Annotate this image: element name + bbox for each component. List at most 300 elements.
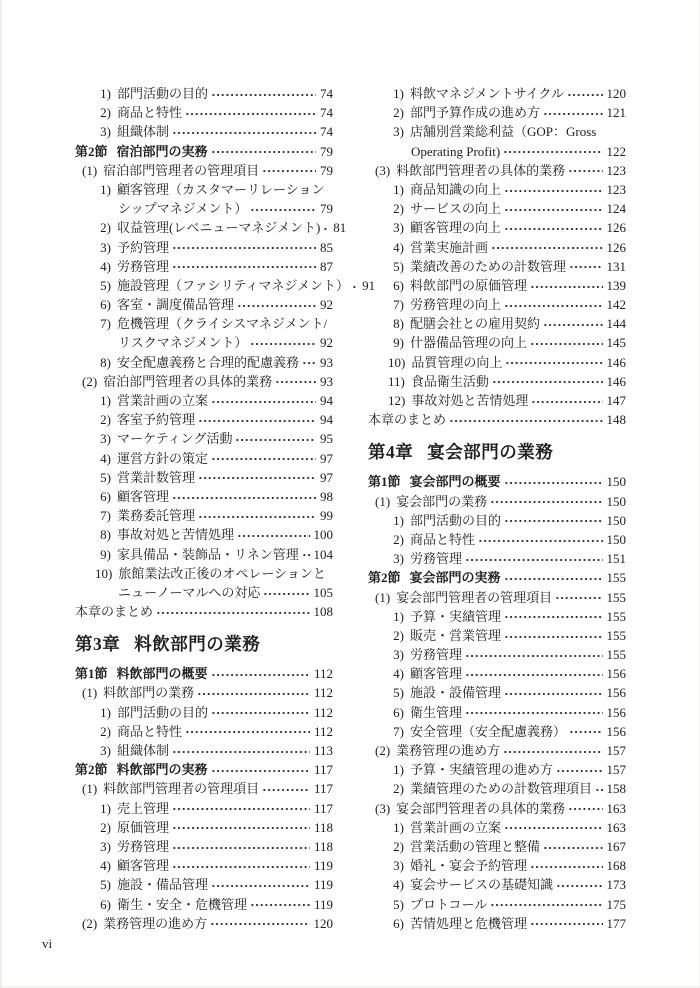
entry-label: 食品衛生活動 [410,373,489,389]
section-entry [368,568,626,587]
entry-number: 3) [100,124,111,140]
entry-page-number: 113 [313,743,333,758]
entry-number: 4) [100,858,111,874]
dot-leader [172,818,310,837]
dot-leader [491,238,602,257]
dot-leader [172,799,310,818]
toc-entry [75,837,333,856]
entry-label: 婚礼・宴会予約管理 [410,858,528,874]
entry-number: 4) [393,877,404,893]
toc-entry [368,799,626,818]
toc-entry [368,142,626,161]
entry-label: Operating Profit) [411,143,501,159]
entry-number: 1) [393,762,404,778]
entry-label: 労務管理の向上 [410,297,502,313]
entry-number: 2) [393,781,404,797]
toc-entry [368,837,626,856]
dot-leader [211,391,316,410]
toc-entry [368,84,626,103]
entry-number: 第4章 [368,442,414,463]
toc-entry [368,511,626,530]
dot-leader [504,607,602,626]
entry-label: 料飲部門の業務 [103,685,195,701]
toc-entry [368,391,626,410]
dot-leader [504,295,602,314]
entry-page-number: 157 [606,743,626,758]
entry-label: 顧客管理の向上 [410,220,502,236]
entry-page-number: 112 [313,704,333,720]
entry-number: 5) [100,469,111,485]
entry-label: 宴会部門管理者の管理項目 [396,589,553,605]
dot-leader [465,703,602,722]
toc-entry [368,722,626,741]
dot-leader [490,895,602,914]
toc-entry [368,664,626,683]
dot-leader [543,103,602,122]
toc-entry [75,799,333,818]
entry-page-number: 150 [606,531,626,547]
toc-entry [368,314,626,333]
entry-page-number: 74 [320,86,333,101]
entry-number: 2) [393,531,404,547]
entry-label: 営業計画の立案 [117,393,209,408]
entry-page-number: 105 [313,584,333,600]
toc-entry [75,602,333,621]
toc-entry [75,353,333,372]
entry-number: 10) [388,354,406,370]
dot-leader [235,429,316,448]
entry-number: 1) [393,608,404,624]
entry-number: 11) [388,373,405,389]
entry-number: 9) [393,335,404,351]
toc-entry [368,161,626,180]
dot-leader [530,856,602,875]
entry-page-number: 95 [320,431,333,447]
entry-label: 什器備品管理の向上 [410,335,528,351]
entry-label: 収益管理(レベニューマネジメント) [117,220,321,236]
toc-entry [368,122,626,141]
toc-entry [368,492,626,511]
toc-entry [75,583,333,602]
toc-entry [368,875,626,894]
entry-number: 1) [393,86,404,101]
entry-page-number: 158 [606,781,626,797]
dot-leader [172,122,316,141]
entry-number: 4) [393,239,404,255]
entry-number: 6) [393,277,404,293]
dot-leader [211,449,316,468]
dot-leader [569,257,602,276]
entry-label: 客室・調度備品管理 [117,297,235,313]
dot-leader [504,511,602,530]
entry-number: (2) [82,915,98,931]
entry-number: 4) [100,450,111,466]
entry-page-number: 112 [313,685,333,701]
dot-leader [504,218,602,237]
toc-entry [75,257,333,276]
entry-number: (1) [82,781,98,797]
entry-number: 第3章 [75,634,121,655]
toc-entry [75,875,333,894]
entry-label: 衛生・安全・危機管理 [117,896,248,912]
entry-number: 1) [393,512,404,528]
chapter-heading [75,632,333,656]
dot-leader [504,180,602,199]
entry-label: 労務管理 [410,551,463,567]
entry-label: プロトコール [410,896,488,912]
entry-label: 予算・実績管理 [410,608,502,624]
toc-entry [75,429,333,448]
entry-number: 2) [100,819,111,835]
toc-entry [75,410,333,429]
entry-number: 3) [393,858,404,874]
dot-leader [211,703,310,722]
entry-label: 料飲部門の業務 [134,634,261,655]
entry-label: 料飲マネジメントサイクル [410,86,565,101]
entry-page-number: 147 [606,393,626,408]
dot-leader [465,664,602,683]
entry-page-number: 126 [606,220,626,236]
entry-number: 7) [393,297,404,313]
dot-leader [197,683,310,702]
entry-number: (1) [375,493,391,509]
table-of-contents [75,84,626,933]
toc-entry [368,626,626,645]
dot-leader [503,741,602,760]
entry-page-number: 150 [606,474,626,490]
entry-label: 売上管理 [117,800,170,816]
toc-entry [368,103,626,122]
entry-page-number: 119 [313,896,333,912]
dot-leader [172,741,310,760]
entry-label: 宴会部門の実務 [409,570,501,586]
entry-page-number: 119 [313,858,333,874]
dot-leader [567,84,602,103]
toc-entry [368,683,626,702]
entry-page-number: 97 [320,469,333,485]
entry-page-number: 155 [606,589,626,605]
toc-entry [368,218,626,237]
toc-entry [368,549,626,568]
entry-label: 事故対処と苦情処理 [117,527,235,543]
entry-label: 品質管理の向上 [411,354,503,370]
entry-label: 運営方針の策定 [117,450,209,466]
section-entry [75,760,333,779]
dot-leader [569,722,602,741]
entry-label: 部門活動の目的 [117,704,209,720]
dot-leader [211,760,310,779]
entry-number: 5) [393,258,404,274]
entry-page-number: 104 [313,546,333,562]
toc-entry [368,199,626,218]
entry-page-number: 146 [606,373,626,389]
entry-number: 2) [100,723,111,739]
entry-label: 危機管理（クライシスマネジメント/ [117,316,328,332]
entry-page-number: 87 [320,258,333,274]
entry-label: 宴会部門管理者の具体的業務 [396,800,566,816]
entry-page-number: 79 [320,162,333,178]
dot-leader [323,218,329,237]
entry-number: 3) [393,220,404,236]
toc-entry [75,180,333,199]
dot-leader [530,914,602,933]
entry-number: 2) [393,627,404,643]
dot-leader [237,525,309,544]
entry-label: 宿泊部門の実務 [116,143,208,159]
section-entry [75,142,333,161]
entry-label: 組織体制 [117,124,170,140]
entry-number: 6) [100,297,111,313]
entry-number: 6) [393,704,404,720]
dot-leader [172,487,316,506]
entry-label: 顧客管理 [117,858,170,874]
entry-page-number: 112 [313,723,333,739]
entry-label: 施設管理（ファシリティマネジメント） [117,277,350,293]
entry-page-number: 74 [320,124,333,140]
entry-page-number: 117 [313,800,333,816]
entry-page-number: 155 [606,608,626,624]
entry-page-number: 150 [606,493,626,509]
entry-page-number: 156 [606,666,626,682]
entry-label: 宴会部門の業務 [427,442,554,463]
entry-number: 1) [100,704,111,720]
entry-number: 2) [393,201,404,217]
entry-page-number: 177 [606,915,626,931]
entry-label: 料飲部門の概要 [116,666,208,682]
entry-label: 業務管理の進め方 [103,915,208,931]
toc-entry [368,295,626,314]
toc-entry [75,703,333,722]
entry-number: 2) [100,105,111,121]
dot-leader [530,276,602,295]
dot-leader [465,549,602,568]
entry-page-number: 139 [606,277,626,293]
dot-leader [302,545,310,564]
entry-label: 商品知識の向上 [410,181,502,197]
entry-page-number: 150 [606,512,626,528]
toc-entry [75,161,333,180]
dot-leader [465,645,602,664]
entry-page-number: 156 [606,685,626,701]
entry-label: 労務管理 [410,647,463,663]
toc-entry [75,468,333,487]
entry-page-number: 167 [606,838,626,854]
entry-number: (3) [375,800,391,816]
dot-leader [210,914,309,933]
entry-page-number: 142 [606,297,626,313]
dot-leader [211,142,316,161]
dot-leader [352,276,358,295]
entry-label: 宴会部門の業務 [396,493,488,509]
dot-leader [490,492,602,511]
entry-number: 2) [393,838,404,854]
entry-label: 料飲部門の実務 [116,762,208,778]
entry-page-number: 93 [320,354,333,370]
dot-leader [504,626,602,645]
entry-label: 予算・実績管理の進め方 [410,762,554,778]
dot-leader [262,779,310,798]
toc-entry [368,238,626,257]
entry-label: 部門活動の目的 [410,512,502,528]
entry-page-number: 118 [313,838,333,854]
entry-label: 部門予算作成の進め方 [410,105,541,121]
entry-label: 料飲部門管理者の具体的業務 [396,162,566,178]
entry-number: (2) [82,373,98,389]
entry-page-number: 121 [606,105,626,121]
section-entry [75,664,333,683]
entry-number: 2) [100,220,111,236]
entry-number: 6) [100,896,111,912]
entry-number: 1) [100,181,111,197]
dot-leader [237,295,316,314]
toc-entry [75,779,333,798]
entry-page-number: 92 [320,335,333,351]
entry-label: 営業実施計画 [410,239,489,255]
toc-entry [75,449,333,468]
entry-label: 旅館業法改正後のオペレーションと [118,565,326,581]
dot-leader [504,683,602,702]
entry-page-number: 79 [320,201,333,217]
dot-leader [250,199,316,218]
dot-leader [262,161,316,180]
toc-entry [368,276,626,295]
entry-label: 店舗別営業総利益（GOP：Gross [410,124,597,140]
toc-entry [368,180,626,199]
dot-leader [185,722,310,741]
entry-page-number: 148 [606,412,626,428]
entry-page-number: 126 [606,239,626,255]
toc-entry [368,703,626,722]
entry-page-number: 145 [606,335,626,351]
entry-page-number: 163 [606,819,626,835]
entry-label: 宴会サービスの基礎知識 [410,877,554,893]
entry-number: (1) [375,589,391,605]
entry-number: 7) [100,316,111,332]
entry-label: 料飲部門管理者の管理項目 [103,781,260,797]
toc-entry [368,607,626,626]
entry-number: 2) [100,412,111,428]
toc-entry [75,545,333,564]
dot-leader [543,314,602,333]
entry-page-number: 156 [606,704,626,720]
entry-label: 労務管理 [117,838,170,854]
entry-number: (1) [82,685,98,701]
entry-page-number: 108 [313,604,333,620]
entry-label: 販売・営業管理 [410,627,502,643]
entry-page-number: 119 [313,877,333,893]
entry-page-number: 124 [606,201,626,217]
entry-page-number: 144 [606,316,626,332]
entry-page-number: 155 [606,627,626,643]
entry-label: シップマネジメント） [118,201,248,217]
toc-column-left [75,84,376,933]
entry-label: 業績管理のための計数管理項目 [410,781,593,797]
entry-label: 予約管理 [117,239,170,255]
entry-page-number: 93 [320,373,333,389]
entry-label: 本章のまとめ [75,604,154,620]
entry-page-number: 94 [320,412,333,428]
entry-number: 1) [100,86,111,101]
entry-label: 営業計画の立案 [410,819,502,835]
entry-number: (1) [82,162,98,178]
toc-entry [368,372,626,391]
dot-leader [198,410,316,429]
entry-label: 安全管理（安全配慮義務） [410,723,567,739]
toc-entry [75,722,333,741]
entry-page-number: 175 [606,896,626,912]
toc-entry [368,914,626,933]
dot-leader [198,468,316,487]
toc-entry [75,818,333,837]
toc-entry [368,530,626,549]
entry-page-number: 168 [606,858,626,874]
dot-leader [504,199,602,218]
entry-page-number: 92 [320,297,333,313]
entry-number: 9) [100,546,111,562]
toc-entry [368,779,626,798]
entry-label: 商品と特性 [410,531,476,547]
entry-number: (3) [375,162,391,178]
entry-page-number: 112 [313,666,333,682]
entry-label: 宿泊部門管理者の管理項目 [103,162,260,178]
toc-entry [75,683,333,702]
entry-label: 組織体制 [117,743,170,758]
toc-entry [368,856,626,875]
page-folio: vi [42,936,53,951]
entry-number: 5) [393,896,404,912]
dot-leader [172,238,316,257]
entry-number: 5) [100,277,111,293]
toc-entry [75,218,347,237]
entry-page-number: 74 [320,105,333,121]
entry-number: 3) [100,431,111,447]
dot-leader [505,353,602,372]
entry-number: 5) [393,685,404,701]
entry-label: 業務委託管理 [117,508,196,524]
toc-entry [75,122,333,141]
entry-page-number: 98 [320,488,333,504]
entry-page-number: 120 [313,915,333,931]
toc-entry [75,487,333,506]
entry-page-number: 99 [320,508,333,524]
toc-entry [75,506,333,525]
toc-entry [368,333,626,352]
entry-page-number: 100 [313,527,333,543]
entry-number: 3) [100,743,111,758]
entry-number: 6) [100,488,111,504]
dot-leader [556,875,602,894]
entry-label: 配膳会社との雇用契約 [410,316,541,332]
entry-page-number: 123 [606,162,626,178]
entry-label: 料飲部門の原価管理 [410,277,528,293]
toc-entry [368,410,626,429]
toc-entry [75,314,333,333]
entry-label: 業務管理の進め方 [396,743,501,758]
entry-page-number: 146 [606,354,626,370]
toc-entry [75,372,333,391]
toc-entry [368,895,626,914]
toc-entry [368,353,626,372]
toc-entry [368,818,626,837]
entry-label: 宴会部門の概要 [409,474,501,490]
entry-page-number: 131 [606,258,626,274]
entry-page-number: 117 [313,762,333,778]
entry-label: 顧客管理 [117,488,170,504]
dot-leader [172,856,310,875]
entry-page-number: 120 [606,86,626,101]
toc-column-right [368,84,626,933]
entry-page-number: 81 [333,220,347,236]
